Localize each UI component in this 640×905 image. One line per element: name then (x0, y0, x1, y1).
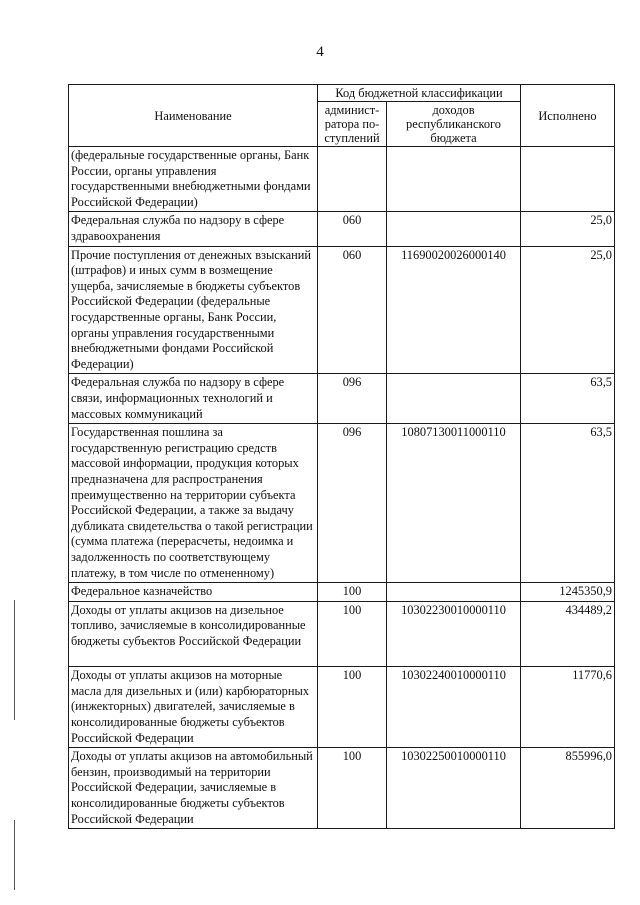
row-executed-cell (521, 147, 615, 212)
row-revenue-code-cell: 10302250010000110 (387, 748, 521, 829)
row-name-cell: Доходы от уплаты акцизов на моторные масла для дизельных и (или) карбюраторных (инжекторных) двигателей, зачисляемые в консолидированные бюджеты субъектов Российской Федерации (69, 667, 318, 748)
row-executed-cell: 63,5 (521, 424, 615, 583)
scan-edge-mark-lower (14, 820, 15, 890)
table-body (69, 147, 615, 829)
row-admin-code-cell: 100 (318, 601, 387, 666)
row-admin-code-cell: 060 (318, 246, 387, 374)
row-executed-cell: 63,5 (521, 374, 615, 424)
header-revenue-code: доходов республиканского бюджета (387, 102, 521, 147)
row-name-cell: Государственная пошлина за государственную регистрацию средств массовой информации, продукция которых предназначена для распространения преимущественно на территории субъекта Российской Федерации, а также за выдачу дубликата свидетельства о такой регистрации (сумма платежа (перерасчеты, недоимка и задолженность по соответствующему платежу, в том числе по отмененному) (69, 424, 318, 583)
row-revenue-code-cell: 10807130011000110 (387, 424, 521, 583)
row-revenue-code-cell (387, 374, 521, 424)
row-executed-cell: 25,0 (521, 246, 615, 374)
table-row (69, 583, 615, 602)
header-admin-code: админист-ратора по-ступлений (318, 102, 387, 147)
header-name: Наименование (69, 85, 318, 147)
row-name-cell: Доходы от уплаты акцизов на дизельное топливо, зачисляемые в консолидированные бюджеты субъектов Российской Федерации (69, 601, 318, 666)
row-name-cell: Прочие поступления от денежных взысканий (штрафов) и иных сумм в возмещение ущерба, зачисляемые в бюджеты субъектов Российской Федерации (федеральные государственные органы, Банк России, органы управления государственными внебюджетными фондами Российской Федерации) (69, 246, 318, 374)
budget-table (68, 84, 615, 829)
row-admin-code-cell: 096 (318, 424, 387, 583)
row-executed-cell: 11770,6 (521, 667, 615, 748)
table-row (69, 246, 615, 374)
row-name-cell: Доходы от уплаты акцизов на автомобильный бензин, производимый на территории Российской Федерации, зачисляемые в консолидированные бюджеты субъектов Российской Федерации (69, 748, 318, 829)
row-executed-cell: 434489,2 (521, 601, 615, 666)
row-name-cell: Федеральная служба по надзору в сфере связи, информационных технологий и массовых коммуникаций (69, 374, 318, 424)
table-row (69, 374, 615, 424)
row-name-cell: Федеральное казначейство (69, 583, 318, 602)
row-admin-code-cell: 096 (318, 374, 387, 424)
row-admin-code-cell: 100 (318, 748, 387, 829)
row-revenue-code-cell (387, 583, 521, 602)
row-revenue-code-cell: 11690020026000140 (387, 246, 521, 374)
row-revenue-code-cell: 10302240010000110 (387, 667, 521, 748)
table-row (69, 601, 615, 666)
table-row (69, 748, 615, 829)
header-classification-group: Код бюджетной классификации (318, 85, 521, 102)
row-executed-cell: 1245350,9 (521, 583, 615, 602)
header-executed: Исполнено (521, 85, 615, 147)
row-revenue-code-cell (387, 147, 521, 212)
table-row (69, 147, 615, 212)
row-admin-code-cell: 100 (318, 583, 387, 602)
row-admin-code-cell: 060 (318, 212, 387, 246)
row-name-cell: (федеральные государственные органы, Банк России, органы управления государственными внебюджетными фондами Российской Федерации) (69, 147, 318, 212)
table-row (69, 212, 615, 246)
scan-edge-mark (14, 600, 15, 720)
table-row (69, 667, 615, 748)
row-name-cell: Федеральная служба по надзору в сфере здравоохранения (69, 212, 318, 246)
row-executed-cell: 25,0 (521, 212, 615, 246)
table-header (69, 85, 615, 147)
row-revenue-code-cell: 10302230010000110 (387, 601, 521, 666)
row-revenue-code-cell (387, 212, 521, 246)
row-admin-code-cell: 100 (318, 667, 387, 748)
row-executed-cell: 855996,0 (521, 748, 615, 829)
row-admin-code-cell (318, 147, 387, 212)
table-row (69, 424, 615, 583)
page-number: 4 (316, 44, 324, 60)
